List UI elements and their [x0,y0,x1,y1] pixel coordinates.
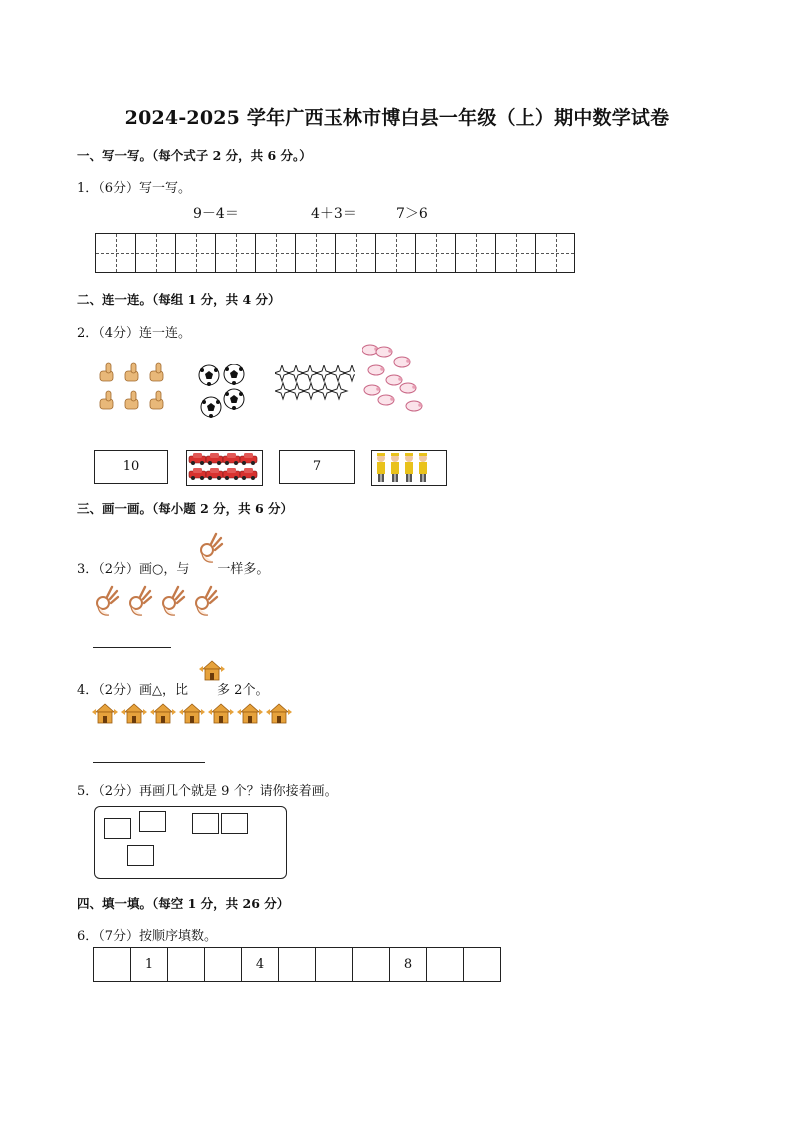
answer-line-4[interactable] [93,762,205,763]
sequence-cell: 8 [390,948,427,982]
grid-dashed-guide [396,234,397,272]
question-4-prefix: 4．（2分）画△，比 [77,683,189,698]
drawing-box[interactable] [94,806,287,879]
grid-divider [535,234,536,272]
grid-divider [295,234,296,272]
question-3-suffix: 一样多。 [217,562,270,577]
grid-divider [415,234,416,272]
house-icon [199,658,229,688]
question-6: 6．（7分）按顺序填数。 [77,929,218,944]
sequence-cell[interactable] [353,948,390,982]
grid-dashed-guide [236,234,237,272]
grid-dashed-guide [316,234,317,272]
sequence-cell: 1 [131,948,168,982]
four-point-star-icon[interactable] [275,365,355,401]
worker-icon [372,451,446,485]
grid-dashed-guide [556,234,557,272]
square-4 [221,813,248,834]
number-sequence-table [93,947,501,982]
workers-box[interactable] [371,450,447,486]
thumbs-up-icon[interactable] [98,362,170,414]
grid-divider [455,234,456,272]
answer-line-3[interactable] [93,647,171,648]
grid-divider [335,234,336,272]
question-3-prefix: 3．（2分）画○，与 [77,562,190,577]
question-5: 5．（2分）再画几个就是 9 个？请你接着画。 [77,784,338,799]
question-4 [77,679,268,698]
grid-divider [255,234,256,272]
expression-3: 7＞6 [396,206,428,222]
question-2: 2．（4分）连一连。 [77,326,192,341]
sequence-cell[interactable] [427,948,464,982]
section-2-heading: 二、连一连。（每组 1 分，共 4 分） [77,292,281,307]
section-3-heading: 三、画一画。（每小题 2 分，共 6 分） [77,501,294,516]
grid-divider [135,234,136,272]
number-box-10[interactable]: 10 [94,450,168,484]
sequence-cell[interactable] [464,948,501,982]
grid-divider [215,234,216,272]
expression-1: 9－4＝ [193,206,239,222]
grid-dashed-guide [436,234,437,272]
ok-hand-icon [196,530,224,566]
grid-divider [375,234,376,272]
red-car-icon [187,451,262,485]
writing-grid[interactable] [95,233,575,273]
grid-dashed-guide [156,234,157,272]
square-2 [139,811,166,832]
section-4-heading: 四、填一填。（每空 1 分，共 26 分） [77,896,290,911]
question-4-suffix: 多 2个。 [217,683,269,698]
question-3 [77,558,269,577]
house-icon [92,701,302,731]
grid-dashed-guide [476,234,477,272]
grid-divider [175,234,176,272]
ok-hand-icon [92,583,222,619]
sequence-cell[interactable] [279,948,316,982]
sequence-cell[interactable] [94,948,131,982]
cars-box[interactable] [186,450,263,486]
number-box-7[interactable]: 7 [279,450,355,484]
grid-dashed-guide [196,234,197,272]
sequence-cell[interactable] [316,948,353,982]
pig-icon[interactable] [362,344,428,416]
grid-dashed-guide [516,234,517,272]
page-title: 2024-2025 学年广西玉林市博白县一年级（上）期中数学试卷 [124,107,670,129]
sequence-cell[interactable] [205,948,242,982]
grid-divider [495,234,496,272]
square-1 [104,818,131,839]
sequence-cell: 4 [242,948,279,982]
question-1: 1．（6分）写一写。 [77,181,192,196]
square-5 [127,845,154,866]
expression-2: 4＋3＝ [311,206,357,222]
section-1-heading: 一、写一写。（每个式子 2 分，共 6 分。） [77,148,312,163]
sequence-cell[interactable] [168,948,205,982]
soccer-ball-icon[interactable] [198,364,248,420]
grid-dashed-guide [356,234,357,272]
grid-dashed-guide [276,234,277,272]
grid-dashed-guide [116,234,117,272]
square-3 [192,813,219,834]
